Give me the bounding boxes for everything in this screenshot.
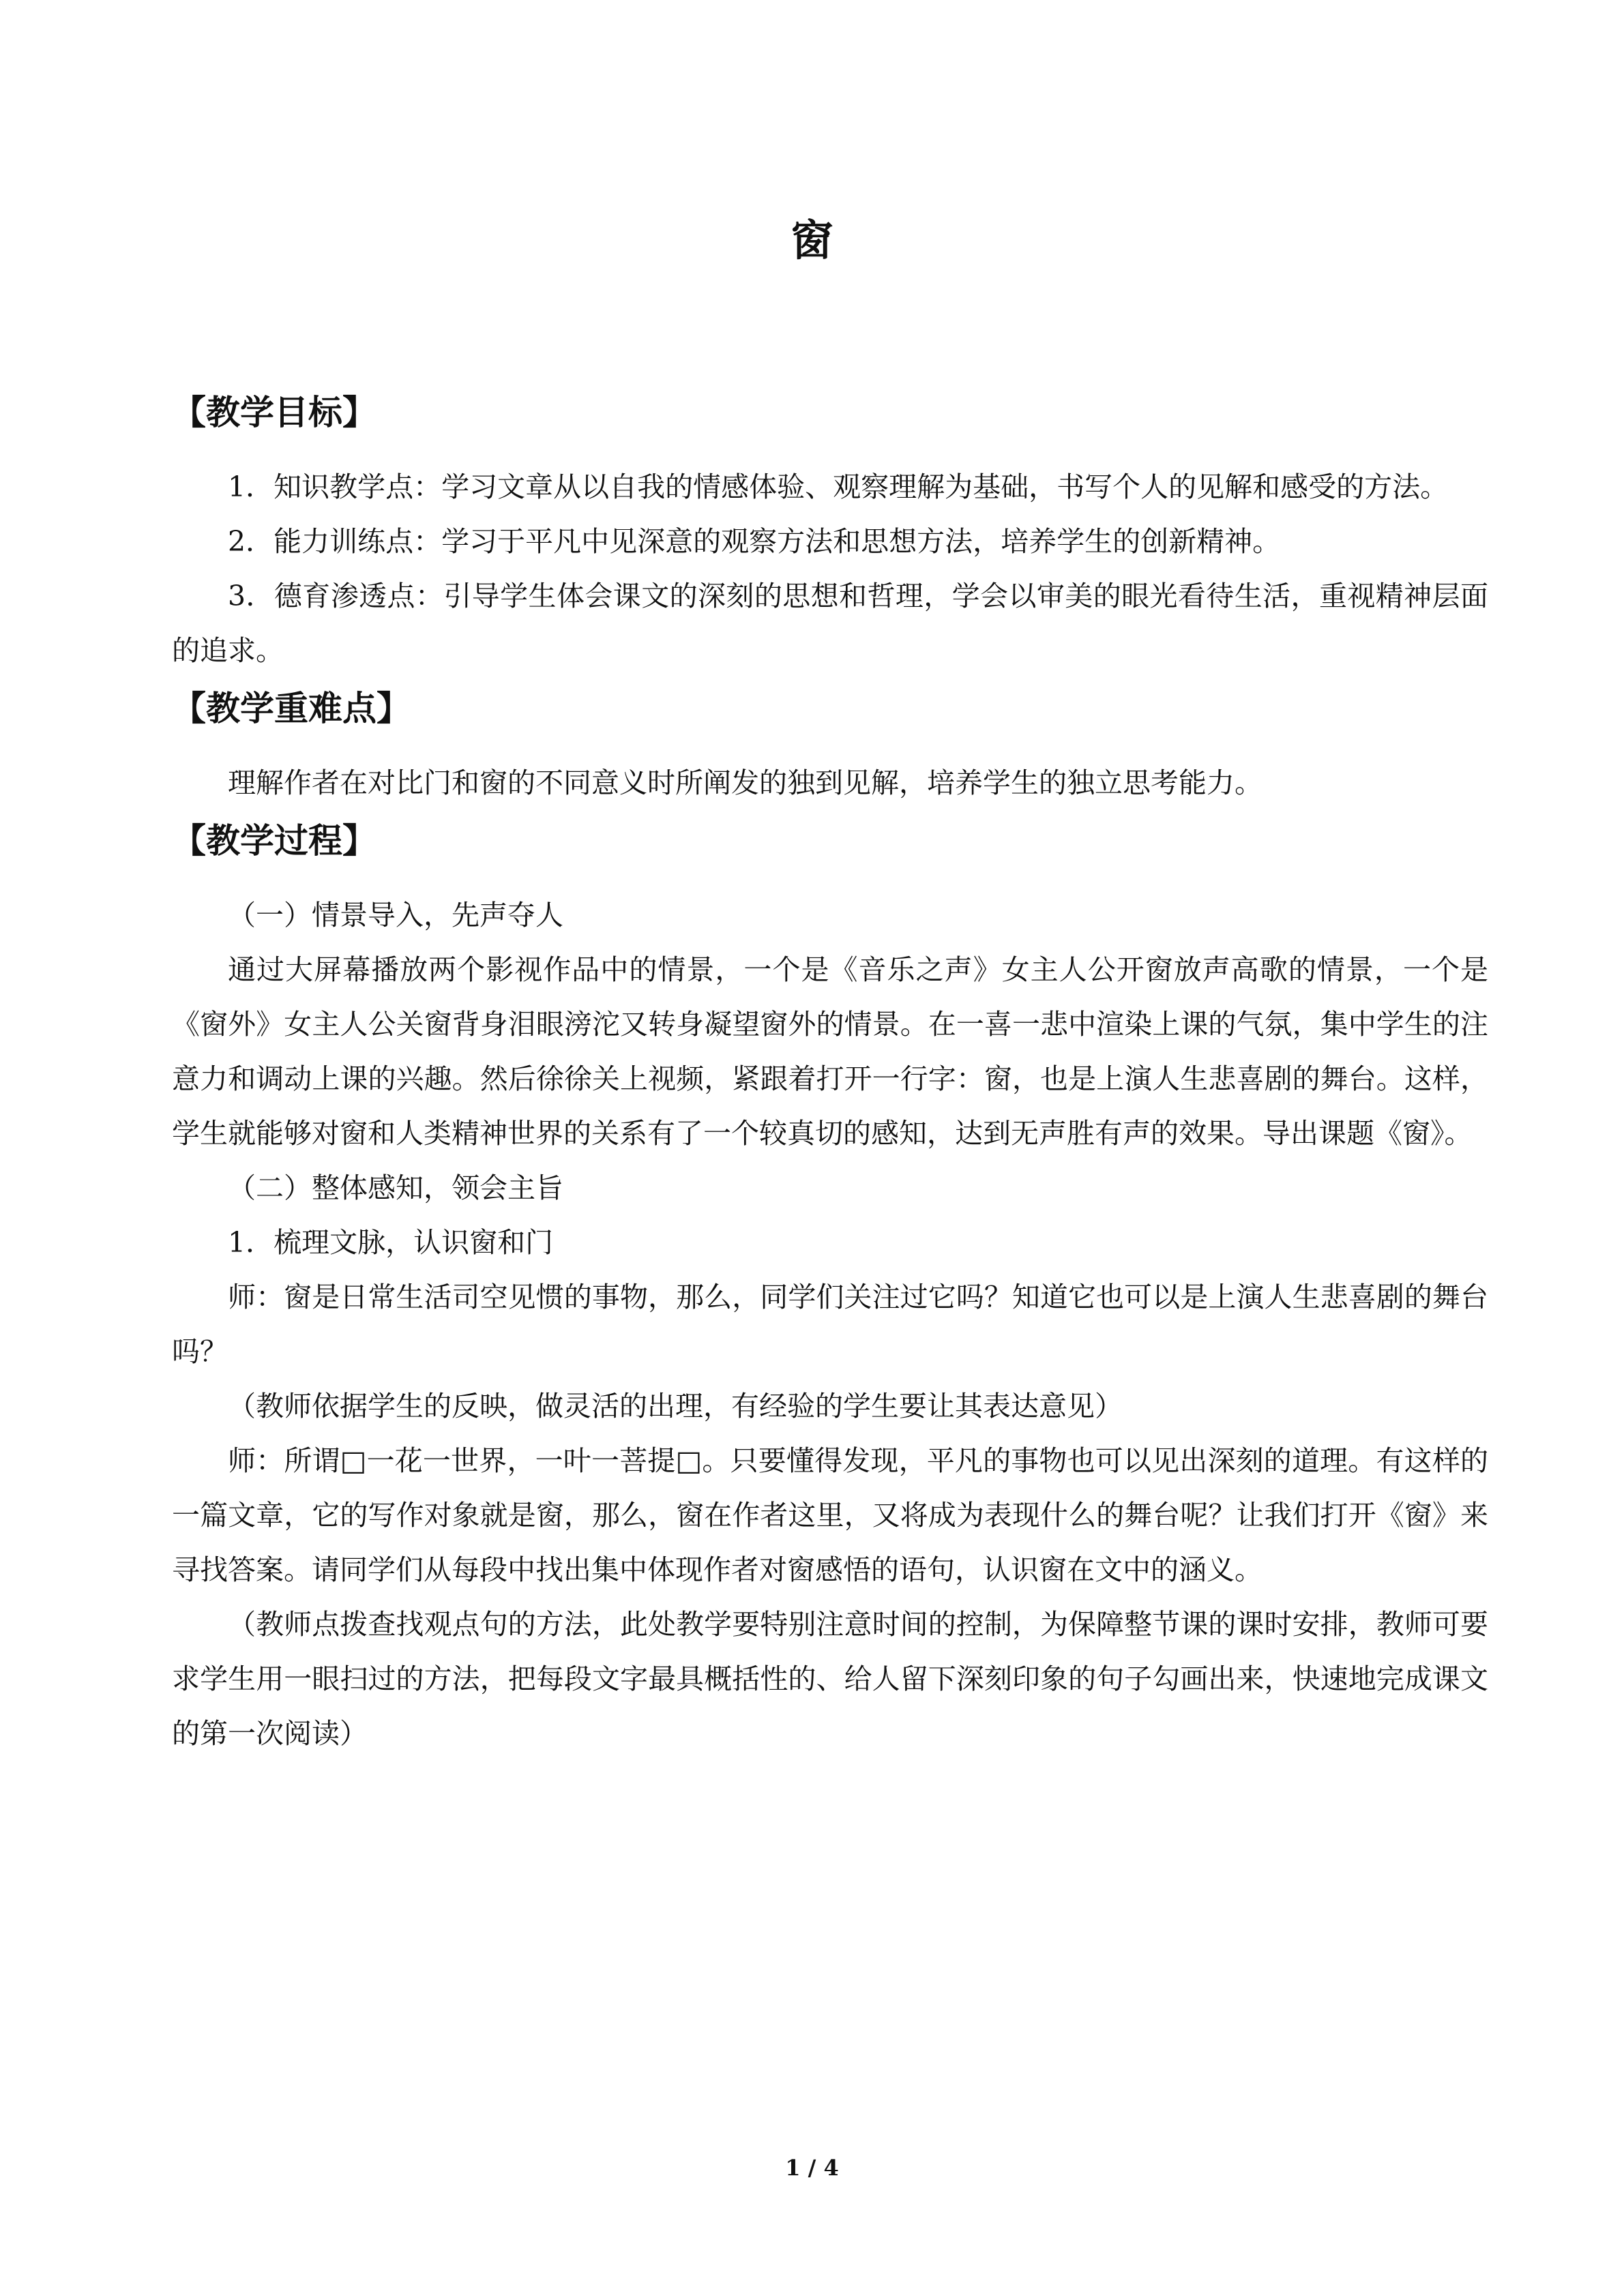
objectives-list xyxy=(172,460,1488,678)
process-paragraph: 师：所谓□一花一世界，一叶一菩提□。只要懂得发现，平凡的事物也可以见出深刻的道理。有这样的一篇文章，它的写作对象就是窗，那么，窗在作者这里，又将成为表现什么的舞台呢？让我们打开《窗》来寻找答案。请同学们从每段中找出集中体现作者对窗感悟的语句，认识窗在文中的涵义。 xyxy=(172,1444,1488,1586)
process-subheading: （二）整体感知，领会主旨 xyxy=(228,1172,563,1204)
objective-item: 1．知识教学点：学习文章从以自我的情感体验、观察理解为基础，书写个人的见解和感受的方法。 xyxy=(228,471,1449,503)
process-note: （教师点拨查找观点句的方法，此处教学要特别注意时间的控制，为保障整节课的课时安排，教师可要求学生用一眼扫过的方法，把每段文字最具概括性的、给人留下深刻印象的句子勾画出来，快速地完成课文的第一次阅读） xyxy=(172,1608,1488,1750)
objective-item: 3．德育渗透点：引导学生体会课文的深刻的思想和哲理，学会以审美的眼光看待生活，重视精神层面的追求。 xyxy=(172,580,1488,667)
key-points-text: 理解作者在对比门和窗的不同意义时所阐发的独到见解，培养学生的独立思考能力。 xyxy=(228,766,1263,799)
page-number: 1 / 4 xyxy=(785,2155,839,2181)
process-note: （教师依据学生的反映，做灵活的出理，有经验的学生要让其表达意见） xyxy=(228,1390,1123,1422)
objective-item: 2．能力训练点：学习于平凡中见深意的观察方法和思想方法，培养学生的创新精神。 xyxy=(228,525,1281,558)
process-subheading: （一）情景导入，先声夺人 xyxy=(228,899,563,931)
process-body xyxy=(172,888,1488,1761)
section-heading-process: 【教学过程】 xyxy=(172,821,377,861)
section-heading-objectives: 【教学目标】 xyxy=(172,393,377,432)
section-heading-key-points: 【教学重难点】 xyxy=(172,689,411,728)
process-subheading: 1．梳理文脉，认识窗和门 xyxy=(228,1226,554,1259)
process-paragraph: 通过大屏幕播放两个影视作品中的情景，一个是《音乐之声》女主人公开窗放声高歌的情景，一个是《窗外》女主人公关窗背身泪眼滂沱又转身凝望窗外的情景。在一喜一悲中渲染上课的气氛，集中学生的注意力和调动上课的兴趣。然后徐徐关上视频，紧跟着打开一行字：窗，也是上演人生悲喜剧的舞台。这样，学生就能够对窗和人类精神世界的关系有了一个较真切的感知，达到无声胜有声的效果。导出课题《窗》。 xyxy=(172,953,1488,1150)
document-title: 窗 xyxy=(791,215,833,265)
process-paragraph: 师：窗是日常生活司空见惯的事物，那么，同学们关注过它吗？知道它也可以是上演人生悲喜剧的舞台吗？ xyxy=(172,1281,1488,1368)
document-body xyxy=(172,382,1488,1761)
